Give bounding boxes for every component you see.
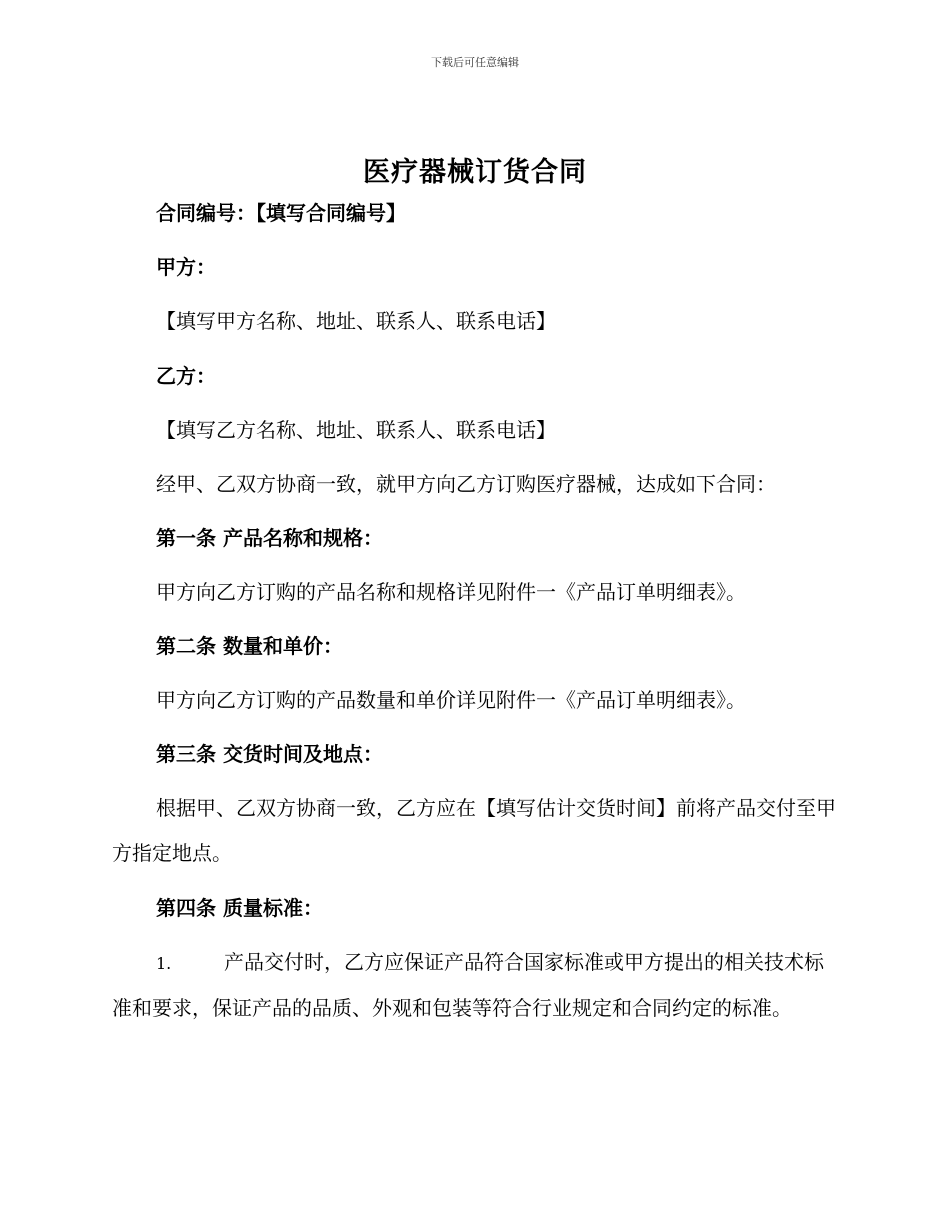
- contract-number-label: 合同编号：: [156, 201, 256, 225]
- intro-paragraph: 经甲、乙双方协商一致，就甲方向乙方订购医疗器械，达成如下合同：: [156, 472, 776, 496]
- article-2-heading: 第二条 数量和单价：: [156, 634, 343, 658]
- article-4-item-text: 产品交付时，乙方应保证产品符合国家标准或甲方提出的相关技术标准和要求，保证产品的品质、外观和包装等符合行业规定和合同约定的标准。: [112, 950, 824, 1020]
- article-1-heading: 第一条 产品名称和规格：: [156, 526, 383, 550]
- header-note: 下载后可任意编辑: [431, 56, 519, 69]
- article-4-item-number: 1.: [156, 954, 172, 973]
- article-1-body: 甲方向乙方订购的产品名称和规格详见附件一《产品订单明细表》。: [156, 580, 746, 604]
- article-3-heading: 第三条 交货时间及地点：: [156, 742, 383, 766]
- article-2-body: 甲方向乙方订购的产品数量和单价详见附件一《产品订单明细表》。: [156, 688, 746, 712]
- article-3-body: 根据甲、乙双方协商一致，乙方应在【填写估计交货时间】前将产品交付至甲方指定地点。: [112, 796, 836, 865]
- article-4-item-1: [112, 940, 837, 1031]
- contract-number-value: 【填写合同编号】: [256, 201, 406, 225]
- party-b-placeholder: 【填写乙方名称、地址、联系人、联系电话】: [156, 418, 556, 442]
- contract-title: 医疗器械订货合同: [363, 157, 587, 188]
- party-a-label: 甲方：: [156, 255, 216, 279]
- party-b-label: 乙方：: [156, 364, 216, 388]
- contract-number-line: [156, 201, 837, 225]
- party-a-placeholder: 【填写甲方名称、地址、联系人、联系电话】: [156, 309, 556, 333]
- article-4-heading: 第四条 质量标准：: [156, 896, 323, 920]
